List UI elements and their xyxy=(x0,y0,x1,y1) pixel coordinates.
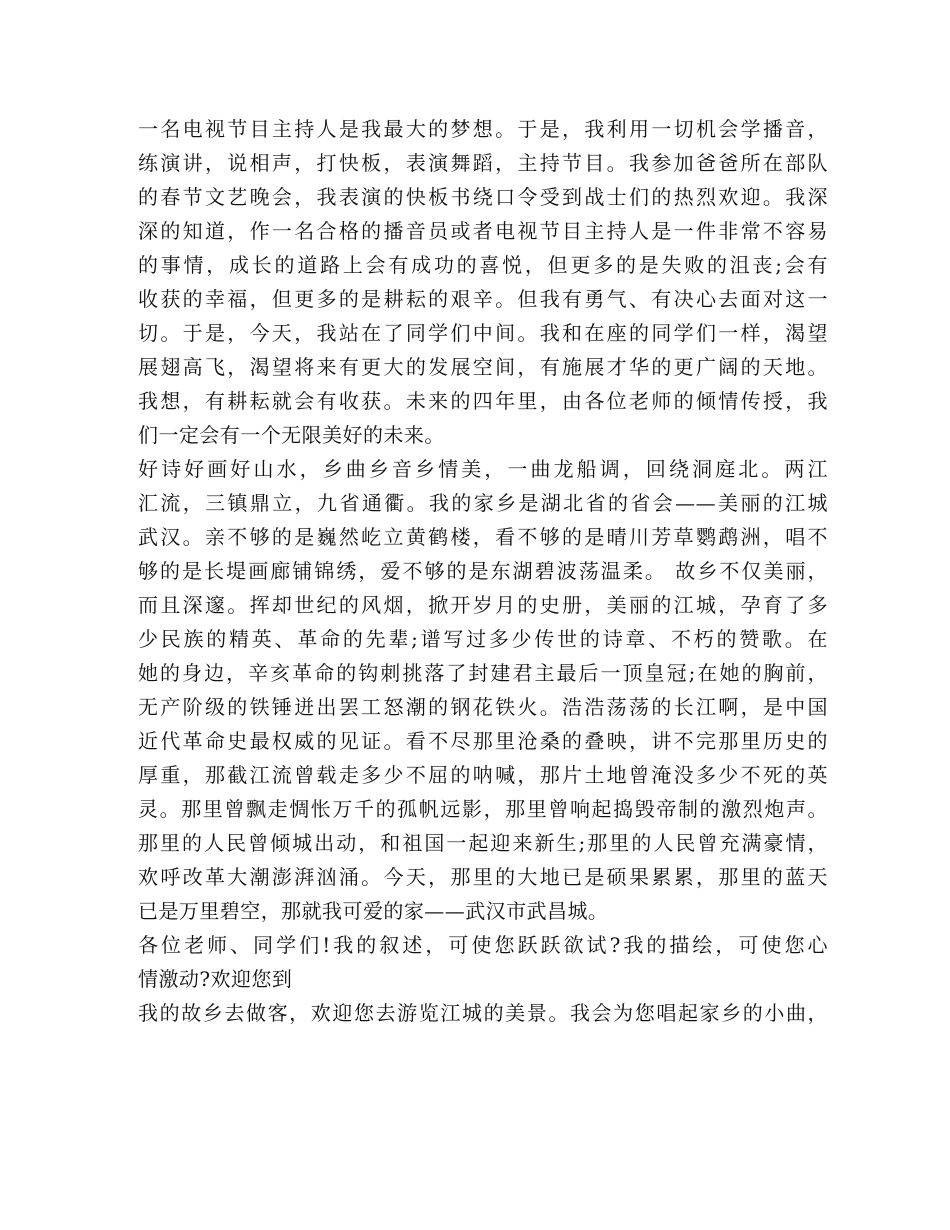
text-line: 一名电视节目主持人是我最大的梦想。于是，我利用一切机会学播音， xyxy=(138,117,828,141)
text-line: 汇流，三镇鼎立，九省通衢。我的家乡是湖北省的省会——美丽的江城 xyxy=(138,491,828,515)
text-line: 的春节文艺晚会，我表演的快板书绕口令受到战士们的热烈欢迎。我深 xyxy=(138,185,828,209)
text-line: 我的故乡去做客，欢迎您去游览江城的美景。我会为您唱起家乡的小曲， xyxy=(138,1001,828,1025)
text-line: 的事情，成长的道路上会有成功的喜悦，但更多的是失败的沮丧;会有 xyxy=(138,253,828,277)
text-line: 欢呼改革大潮澎湃汹涌。今天，那里的大地已是硕果累累，那里的蓝天 xyxy=(138,865,828,889)
text-line: 灵。那里曾飘走惆怅万千的孤帆远影，那里曾响起捣毁帝制的激烈炮声。 xyxy=(138,797,828,821)
text-line: 收获的幸福，但更多的是耕耘的艰辛。但我有勇气、有决心去面对这一 xyxy=(138,287,828,311)
text-line: 已是万里碧空，那就我可爱的家——武汉市武昌城。 xyxy=(138,899,609,923)
text-line: 近代革命史最权威的见证。看不尽那里沧桑的叠映，讲不完那里历史的 xyxy=(138,729,828,753)
text-line: 们一定会有一个无限美好的未来。 xyxy=(138,423,445,447)
text-line: 武汉。亲不够的是巍然屹立黄鹤楼，看不够的是晴川芳草鹦鹉洲，唱不 xyxy=(138,525,828,549)
text-line: 练演讲，说相声，打快板，表演舞蹈，主持节目。我参加爸爸所在部队 xyxy=(138,151,828,175)
text-line: 深的知道，作一名合格的播音员或者电视节目主持人是一件非常不容易 xyxy=(138,219,828,243)
text-line: 那里的人民曾倾城出动，和祖国一起迎来新生;那里的人民曾充满豪情， xyxy=(138,831,828,855)
text-line: 切。于是，今天，我站在了同学们中间。我和在座的同学们一样，渴望 xyxy=(138,321,828,345)
text-line: 她的身边，辛亥革命的钩刺挑落了封建君主最后一顶皇冠;在她的胸前， xyxy=(138,661,828,685)
text-line: 情激动?欢迎您到 xyxy=(138,967,293,991)
text-line: 我想，有耕耘就会有收获。未来的四年里，由各位老师的倾情传授，我 xyxy=(138,389,828,413)
text-line: 而且深邃。挥却世纪的风烟，掀开岁月的史册，美丽的江城，孕育了多 xyxy=(138,593,828,617)
text-line: 够的是长堤画廊铺锦绣，爱不够的是东湖碧波荡温柔。 故乡不仅美丽， xyxy=(138,559,828,583)
text-line: 好诗好画好山水，乡曲乡音乡情美，一曲龙船调，回绕洞庭北。两江 xyxy=(138,457,828,481)
text-line: 各位老师、同学们!我的叙述，可使您跃跃欲试?我的描绘，可使您心 xyxy=(138,933,828,957)
text-line: 少民族的精英、革命的先辈;谱写过多少传世的诗章、不朽的赞歌。在 xyxy=(138,627,828,651)
text-line: 无产阶级的铁锤迸出罢工怒潮的钢花铁火。浩浩荡荡的长江啊，是中国 xyxy=(138,695,828,719)
text-line: 展翅高飞，渴望将来有更大的发展空间，有施展才华的更广阔的天地。 xyxy=(138,355,828,379)
text-line: 厚重，那截江流曾载走多少不屈的呐喊，那片土地曾淹没多少不死的英 xyxy=(138,763,828,787)
